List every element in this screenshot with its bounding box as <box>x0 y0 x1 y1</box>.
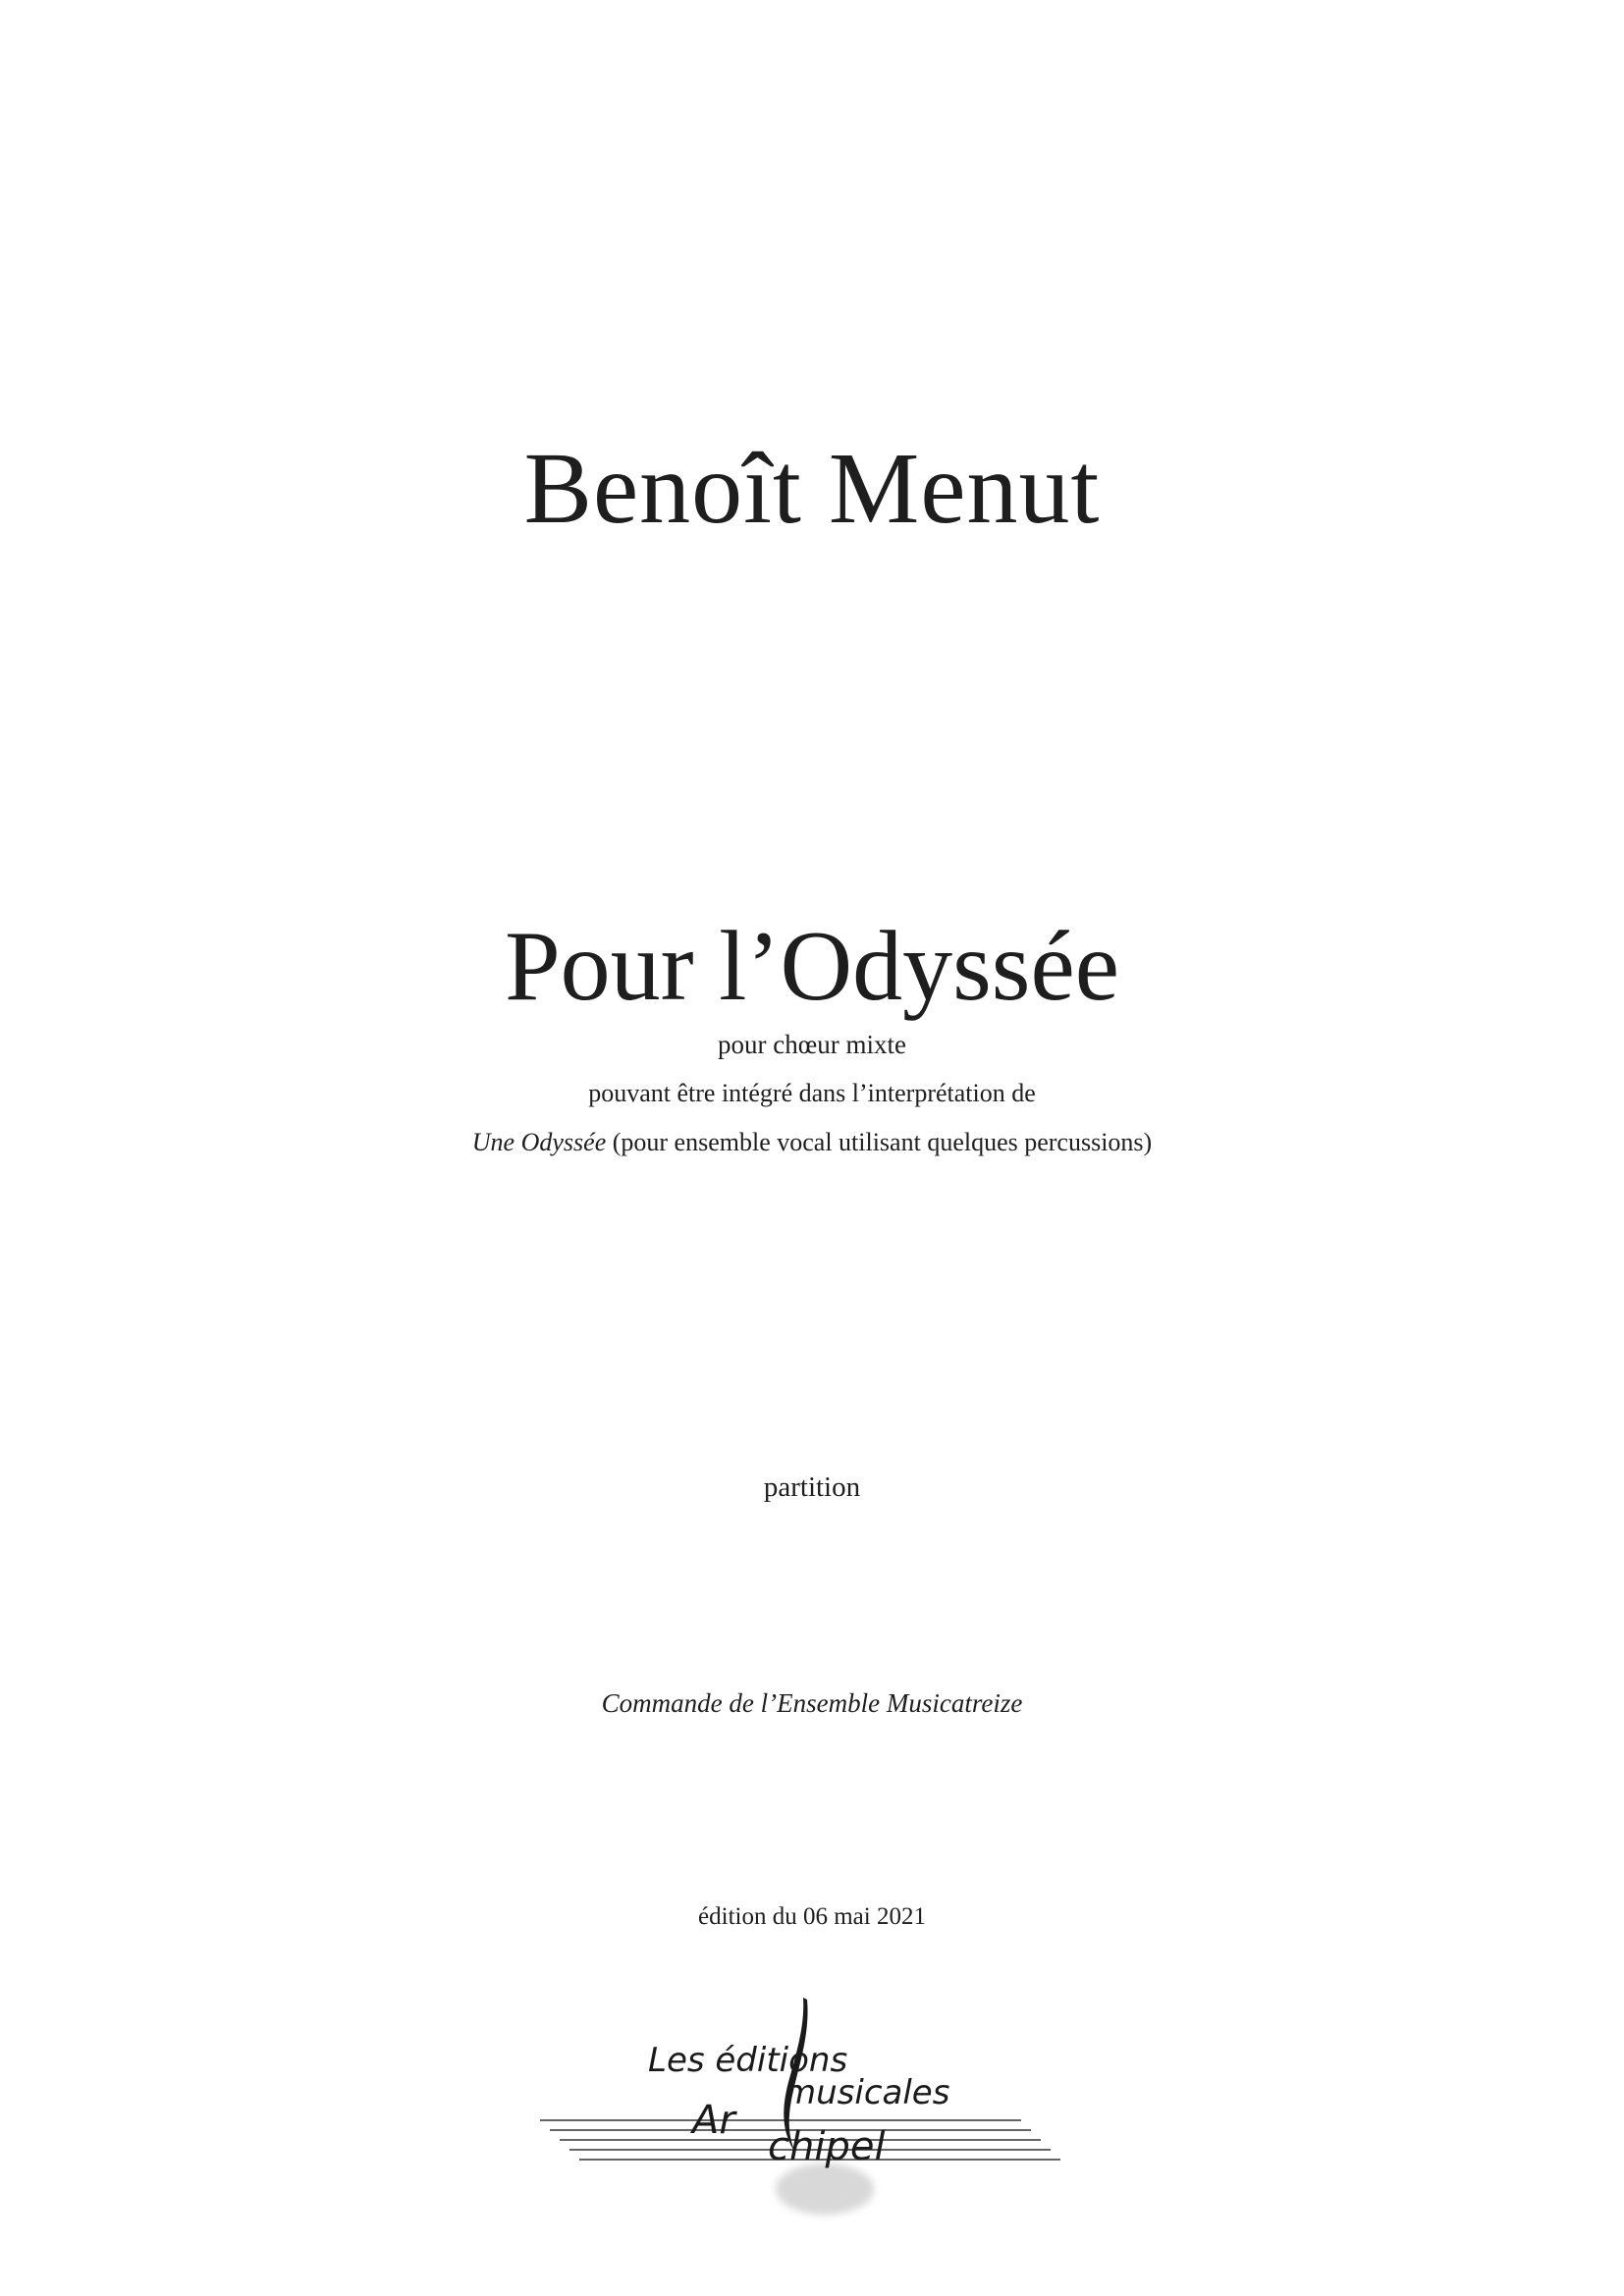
publisher-logo <box>530 1988 1110 2233</box>
logo-brand-left: Ar <box>692 2098 735 2143</box>
logo-brand-right: chipel <box>768 2124 886 2169</box>
composer-name: Benoît Menut <box>523 432 1101 545</box>
related-work-title: Une Odyssée <box>471 1128 607 1156</box>
related-work-line <box>0 1126 1624 1159</box>
work-subtitle: pour chœur mixte <box>718 1030 906 1059</box>
related-work-detail: (pour ensemble vocal utilisant quelques percussions) <box>606 1128 1153 1156</box>
logo-line1: Les éditions <box>648 2041 848 2080</box>
integration-note: pouvant être intégré dans l’interprétation de <box>588 1079 1036 1107</box>
commission-note: Commande de l’Ensemble Musicatreize <box>601 1688 1023 1718</box>
logo-line2: musicales <box>784 2073 950 2112</box>
document-type-label: partition <box>763 1471 861 1503</box>
edition-date: édition du 06 mai 2021 <box>698 1903 926 1930</box>
work-title: Pour l’Odyssée <box>504 911 1120 1022</box>
logo-shadow-icon <box>776 2163 874 2215</box>
